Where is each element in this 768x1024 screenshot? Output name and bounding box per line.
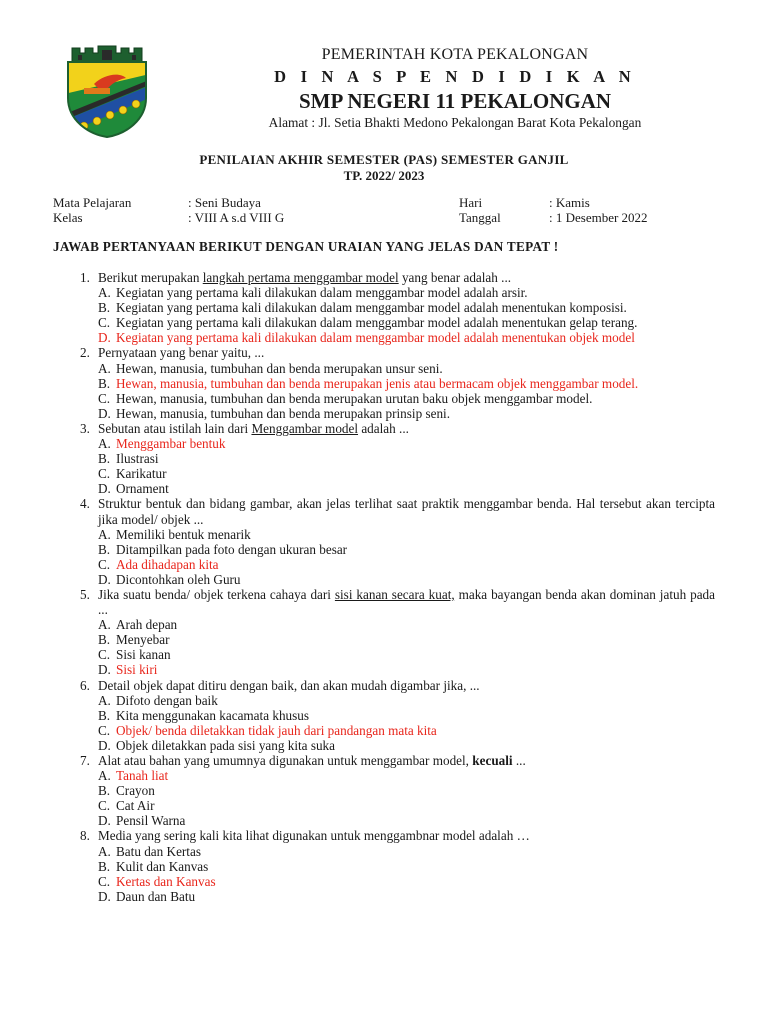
- option-text: Arah depan: [116, 617, 178, 633]
- option-b: [98, 632, 715, 647]
- option-c: [98, 466, 715, 481]
- option-letter: B.: [98, 858, 111, 874]
- question-number: 2.: [80, 345, 90, 361]
- option-c: [98, 315, 715, 330]
- option-b: [98, 783, 715, 798]
- option-b: [98, 451, 715, 466]
- question-1: [0, 270, 715, 345]
- government-name: PEMERINTAH KOTA PEKALONGAN: [321, 46, 589, 63]
- school-name: SMP NEGERI 11 PEKALONGAN: [298, 89, 612, 113]
- question-text-part: yang benar adalah ...: [398, 270, 512, 285]
- option-letter: A.: [98, 436, 111, 452]
- option-text: Daun dan Batu: [116, 888, 196, 904]
- question-number: 3.: [80, 420, 90, 436]
- school-address: Alamat : Jl. Setia Bhakti Medono Pekalongan Barat Kota Pekalongan: [268, 115, 642, 130]
- option-text: Cat Air: [116, 798, 155, 814]
- date-value: : 1 Desember 2022: [549, 210, 648, 225]
- option-d-answer: [98, 330, 715, 345]
- question-text: Struktur bentuk dan bidang gambar, akan jelas terlihat saat praktik menggambar benda. Hal tersebut akan tercipta jika model/ objek ...: [98, 496, 715, 527]
- option-text: Kulit dan Kanvas: [116, 858, 209, 874]
- option-letter: A.: [98, 526, 111, 542]
- option-text: Sisi kanan: [116, 647, 171, 663]
- option-letter: D.: [98, 481, 111, 497]
- option-text: Dicontohkan oleh Guru: [116, 571, 241, 587]
- option-text: Kegiatan yang pertama kali dilakukan dalam menggambar model adalah menentukan komposisi.: [116, 300, 627, 316]
- question-text: Detail objek dapat ditiru dengan baik, dan akan mudah digambar jika, ...: [98, 677, 480, 693]
- option-text: Hewan, manusia, tumbuhan dan benda merupakan unsur seni.: [116, 360, 443, 376]
- option-text: Kertas dan Kanvas: [116, 873, 216, 889]
- option-letter: A.: [98, 843, 111, 859]
- option-letter: B.: [98, 632, 111, 648]
- option-text: Kegiatan yang pertama kali dilakukan dalam menggambar model adalah menentukan objek model: [116, 330, 635, 346]
- option-letter: C.: [98, 466, 111, 482]
- option-a: [98, 527, 715, 542]
- option-text: Hewan, manusia, tumbuhan dan benda merupakan prinsip seni.: [116, 405, 450, 421]
- question-text: Media yang sering kali kita lihat digunakan untuk menggambnar model adalah …: [98, 828, 530, 844]
- option-d: [98, 813, 715, 828]
- question-number: 5.: [80, 586, 90, 602]
- question-text: [98, 270, 715, 285]
- question-text-part: Alat atau bahan yang umumnya digunakan untuk menggambar model,: [98, 753, 473, 768]
- option-letter: D.: [98, 813, 111, 829]
- option-letter: A.: [98, 285, 111, 301]
- option-d: [98, 572, 715, 587]
- option-text: Ornament: [116, 481, 169, 497]
- option-letter: B.: [98, 783, 111, 799]
- option-letter: C.: [98, 722, 111, 738]
- option-a: [98, 361, 715, 376]
- option-text: Crayon: [116, 783, 155, 799]
- option-d: [98, 889, 715, 904]
- question-6: [0, 678, 715, 753]
- option-d-answer: [98, 662, 715, 677]
- question-text-part: Sebutan atau istilah lain dari: [98, 420, 252, 436]
- option-b-answer: [98, 376, 715, 391]
- question-underlined-text: Menggambar model: [251, 420, 359, 436]
- option-letter: B.: [98, 300, 111, 316]
- option-c-answer: [98, 874, 715, 889]
- question-3: [0, 421, 715, 496]
- option-b: [98, 859, 715, 874]
- question-text: [98, 753, 715, 768]
- option-text: Hewan, manusia, tumbuhan dan benda merupakan urutan baku objek menggambar model.: [116, 390, 593, 406]
- option-letter: D.: [98, 737, 111, 753]
- question-text: [98, 587, 715, 617]
- option-a-answer: [98, 436, 715, 451]
- question-number: 8.: [80, 828, 90, 844]
- option-text: Objek/ benda diletakkan tidak jauh dari pandangan mata kita: [116, 722, 437, 738]
- class-value: : VIII A s.d VIII G: [188, 210, 285, 225]
- option-b: [98, 542, 715, 557]
- option-a: [98, 617, 715, 632]
- option-c-answer: [98, 557, 715, 572]
- option-text: Menggambar bentuk: [116, 436, 226, 452]
- question-8: [0, 828, 715, 903]
- option-d: [98, 406, 715, 421]
- option-letter: B.: [98, 375, 111, 391]
- option-a: [98, 285, 715, 300]
- option-letter: C.: [98, 315, 111, 331]
- option-letter: D.: [98, 662, 111, 678]
- question-bold-text: kecuali: [472, 753, 513, 768]
- option-c: [98, 391, 715, 406]
- option-a: [98, 844, 715, 859]
- option-text: Kegiatan yang pertama kali dilakukan dalam menggambar model adalah menentukan gelap terang.: [116, 315, 638, 331]
- question-text-part: ...: [512, 753, 526, 768]
- question-list: [0, 270, 768, 904]
- option-letter: A.: [98, 360, 111, 376]
- option-a-answer: [98, 768, 715, 783]
- option-d: [98, 481, 715, 496]
- day-label: Hari: [459, 195, 483, 210]
- office-name: D I N A S P E N D I D I K A N: [274, 67, 636, 86]
- question-2: [0, 345, 715, 420]
- exam-title: PENILAIAN AKHIR SEMESTER (PAS) SEMESTER GANJIL: [199, 152, 569, 167]
- option-text: Memiliki bentuk menarik: [116, 526, 251, 542]
- option-text: Tanah liat: [116, 768, 169, 784]
- question-text: [98, 421, 715, 436]
- question-5: [0, 587, 715, 678]
- date-label: Tanggal: [459, 210, 501, 225]
- class-label: Kelas: [53, 210, 83, 225]
- option-text: Karikatur: [116, 466, 167, 482]
- option-d: [98, 738, 715, 753]
- option-letter: B.: [98, 541, 111, 557]
- option-letter: C.: [98, 798, 111, 814]
- question-number: 6.: [80, 677, 90, 693]
- option-text: Hewan, manusia, tumbuhan dan benda merupakan jenis atau bermacam objek menggambar model.: [116, 375, 639, 391]
- option-c: [98, 798, 715, 813]
- option-letter: D.: [98, 405, 111, 421]
- exam-year: TP. 2022/ 2023: [343, 168, 425, 183]
- city-emblem-icon: [64, 44, 150, 138]
- option-text: Difoto dengan baik: [116, 692, 218, 708]
- question-text-part: adalah ...: [358, 420, 409, 436]
- option-text: Kegiatan yang pertama kali dilakukan dalam menggambar model adalah arsir.: [116, 285, 528, 301]
- day-value: : Kamis: [549, 195, 590, 210]
- question-underlined-text: langkah pertama menggambar model: [202, 270, 399, 285]
- option-letter: C.: [98, 873, 111, 889]
- option-letter: A.: [98, 617, 111, 633]
- option-text: Ada dihadapan kita: [116, 556, 219, 572]
- option-text: Objek diletakkan pada sisi yang kita suka: [116, 737, 336, 753]
- question-number: 4.: [80, 496, 90, 512]
- option-text: Pensil Warna: [116, 813, 186, 829]
- question-text-part: Berikut merupakan: [98, 270, 203, 285]
- option-b: [98, 300, 715, 315]
- question-7: [0, 753, 715, 828]
- option-letter: A.: [98, 768, 111, 784]
- option-c-answer: [98, 723, 715, 738]
- option-text: Ditampilkan pada foto dengan ukuran besar: [116, 541, 348, 557]
- question-underlined-text: sisi kanan secara kuat,: [334, 586, 455, 602]
- question-4: [0, 496, 715, 587]
- question-text-part: Jika suatu benda/ objek terkena cahaya dari: [98, 586, 335, 602]
- option-c: [98, 647, 715, 662]
- option-letter: D.: [98, 888, 111, 904]
- option-b: [98, 708, 715, 723]
- option-text: Batu dan Kertas: [116, 843, 201, 859]
- instruction: JAWAB PERTANYAAN BERIKUT DENGAN URAIAN YANG JELAS DAN TEPAT !: [53, 239, 559, 254]
- option-letter: C.: [98, 390, 111, 406]
- option-letter: D.: [98, 330, 111, 346]
- option-a: [98, 693, 715, 708]
- option-letter: D.: [98, 571, 111, 587]
- option-text: Kita menggunakan kacamata khusus: [116, 707, 309, 723]
- option-letter: B.: [98, 707, 111, 723]
- question-number: 7.: [80, 753, 90, 768]
- option-text: Sisi kiri: [116, 662, 158, 678]
- option-text: Menyebar: [116, 632, 170, 648]
- option-letter: C.: [98, 556, 111, 572]
- option-text: Ilustrasi: [116, 451, 159, 467]
- question-text: Pernyataan yang benar yaitu, ...: [98, 345, 265, 361]
- question-number: 1.: [80, 270, 90, 285]
- question-text-part: maka bayangan benda akan dominan jatuh pada ...: [98, 586, 715, 618]
- subject-value: : Seni Budaya: [188, 195, 261, 210]
- option-letter: C.: [98, 647, 111, 663]
- option-letter: B.: [98, 451, 111, 467]
- option-letter: A.: [98, 692, 111, 708]
- subject-label: Mata Pelajaran: [53, 195, 132, 210]
